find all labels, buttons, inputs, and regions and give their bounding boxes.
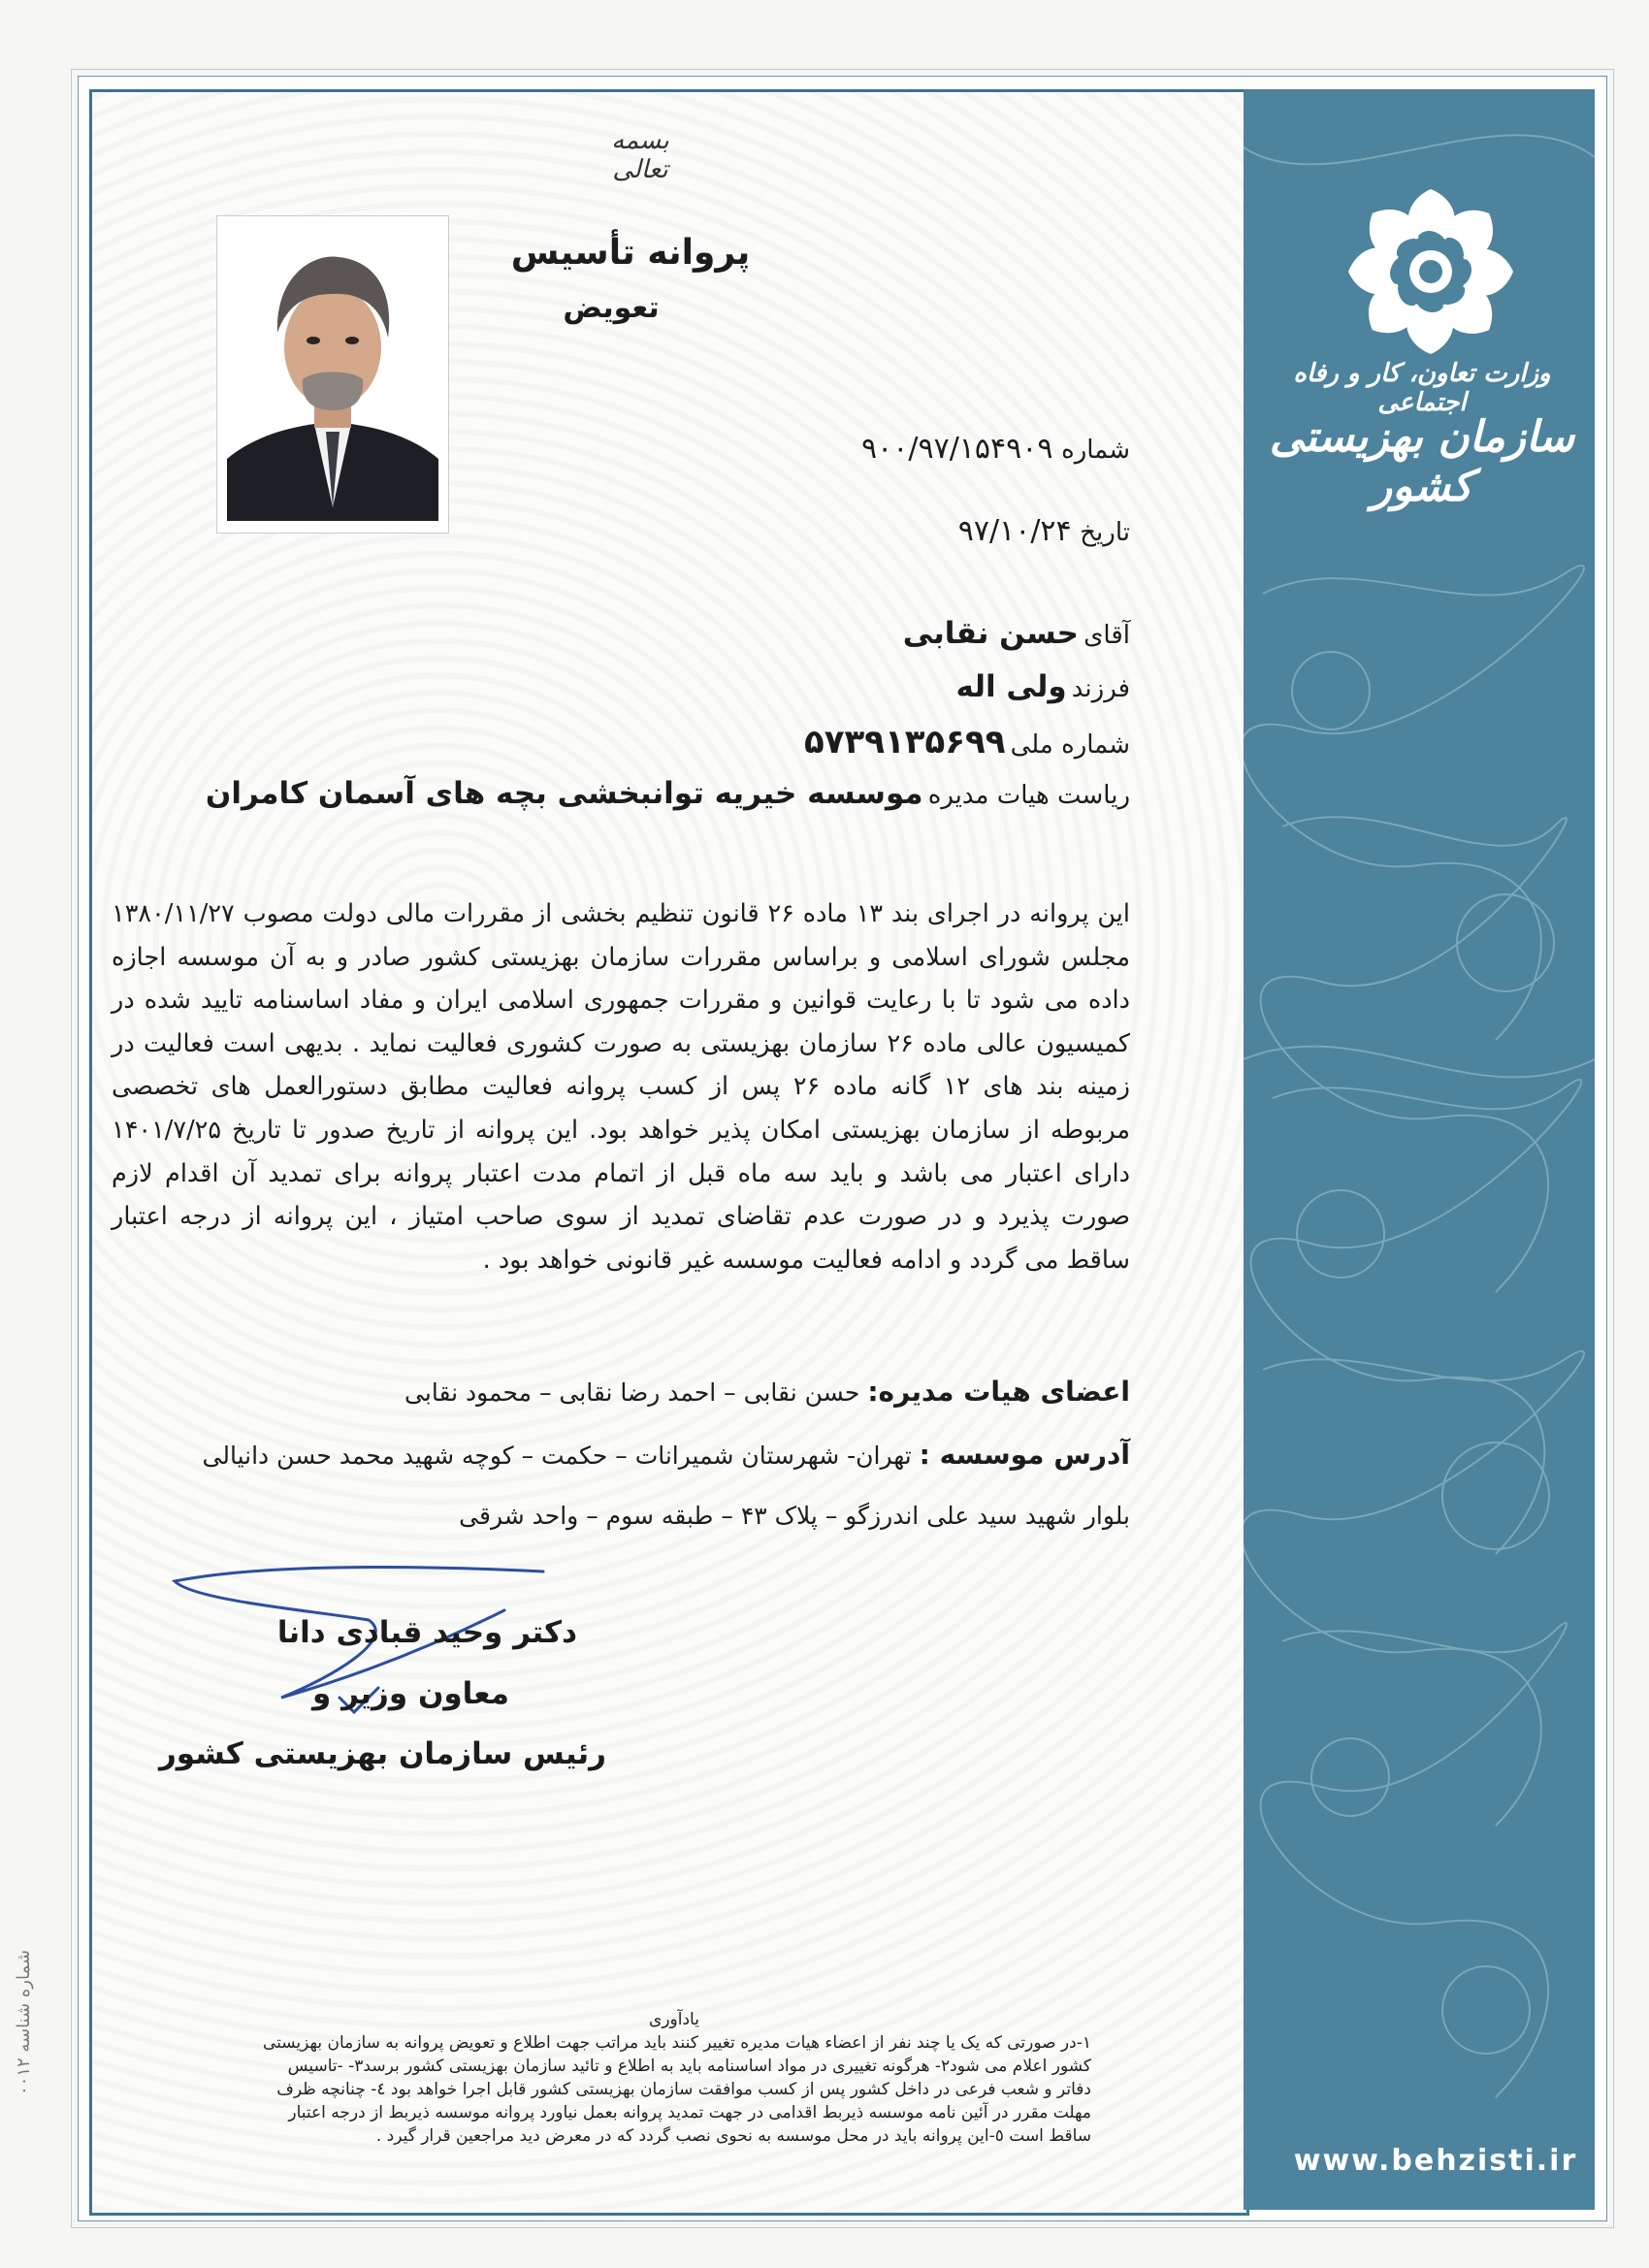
father-label: فرزند [1071,674,1130,703]
board-members: حسن نقابی – احمد رضا نقابی – محمود نقابی [404,1378,860,1407]
address-line-2: بلوار شهید سید علی اندرزگو – پلاک ۴۳ – طبقه سوم – واحد شرقی [459,1502,1130,1530]
address-row-1 [112,1439,1130,1471]
board-members-row [112,1376,1130,1408]
reference-number: ۹۰۰/۹۷/۱۵۴۹۰۹ [861,432,1053,466]
signatory-name: دکتر وحید قبادی دانا [276,1615,577,1650]
holder-photo [216,215,449,534]
holder-name-row [257,616,1130,651]
national-id: ۵۷۳۹۱۳۵۶۹۹ [803,723,1006,761]
website-url: www.behzisti.ir [1293,2144,1578,2178]
certificate-title: پروانه تأسیس [510,233,751,273]
certificate-subtitle: تعویض [563,291,660,325]
signatory-position-1: معاون وزیر و [312,1676,509,1711]
father-name-row [257,669,1130,704]
portrait-image [217,216,448,533]
national-id-label: شماره ملی [1010,730,1130,760]
father-name: ولی اله [955,669,1067,704]
license-body-text: این پروانه در اجرای بند ۱۳ ماده ۲۶ قانون تنظیم بخشی از مقررات مالی دولت مصوب ۱۳۸۰/۱۱/۲۷ مجلس شورای اسلامی و براساس مقررات سازمان بهزیستی کشور صادر و به آن موسسه اجازه داده می شود تا با رعایت قوانین و مقررات جمهوری اسلامی ایران و مفاد اساسنامه تایید شده در کمیسیون عالی ماده ۲۶ سازمان بهزیستی به صورت کشوری فعالیت نماید . بدیهی است فعالیت در زمینه بند های ۱۲ گانه ماده ۲۶ پس از کسب پروانه فعالیت مطابق دستورالعمل های تخصصی مربوطه از سازمان بهزیستی امکان پذیر خواهد بود. این پروانه از تاریخ صدور تا تاریخ ۱۴۰۱/۷/۲۵ دارای اعتبار می باشد و باید سه ماه قبل از اتمام مدت اعتبار پروانه برای تمدید آن اقدام لازم صورت پذیرد و در صورت عدم تقاضای تمدید از سوی صاحب امتیاز ، این پروانه از درجه اعتبار ساقط می گردد و ادامه فعالیت موسسه غیر قانونی خواهد بود . [112,899,1131,1275]
form-code: شماره شناسه ۰۰۱۲ [14,1950,34,2095]
title-label: آقای [1083,621,1130,650]
signatory-position-2: رئیس سازمان بهزیستی کشور [158,1736,606,1771]
role-label: ریاست هیات مدیره [927,781,1130,810]
holder-name: حسن نقابی [902,616,1079,651]
organization-row [112,776,1130,811]
notes-heading: یادآوری [649,2010,699,2029]
organization-name: سازمان بهزیستی کشور [1269,412,1575,511]
board-label: اعضای هیات مدیره: [867,1376,1130,1408]
bismillah-calligraphy: بسمه تعالی [611,126,669,184]
national-id-row [257,723,1130,761]
behzisti-logo-icon [1339,179,1523,364]
date-label: تاریخ [1080,518,1130,547]
address-label: آدرس موسسه : [919,1439,1130,1471]
reference-date: ۹۷/۱۰/۲۴ [957,514,1072,548]
reference-number-row [645,432,1130,466]
ministry-name: وزارت تعاون، کار و رفاه اجتماعی [1293,359,1551,417]
number-label: شماره [1061,436,1130,465]
notes-section [257,2008,1091,2148]
address-line-1: تهران- شهرستان شمیرانات – حکمت – کوچه شهید محمد حسن دانیالی [202,1442,912,1470]
notes-text: ۱-در صورتی که یک یا چند نفر از اعضاء هیات مدیره تغییر کنند باید مراتب جهت اطلاع و تعویض پروانه به سازمان بهزیستی کشور اعلام می شود۲- هرگونه تغییری در مواد اساسنامه باید به اطلاع و تائید سازمان بهزیستی کشور برسد۳- -تاسیس دفاتر و شعب فرعی در داخل کشور پس از کسب موافقت سازمان بهزیستی کشور قابل اجرا خواهد بود ٤- چنانچه ظرف مهلت مقرر در آئین نامه موسسه ذیربط اقدامی در جهت تمدید پروانه بعمل نیاورد پروانه موسسه ذیربط از درجه اعتبار ساقط است ٥-این پروانه باید در محل موسسه به نحوی نصب گردد که در معرض دید مراجعین قرار گیرد . [262,2033,1091,2146]
organization-title: موسسه خیریه توانبخشی بچه های آسمان کامران [205,776,923,811]
reference-date-row [645,514,1130,548]
